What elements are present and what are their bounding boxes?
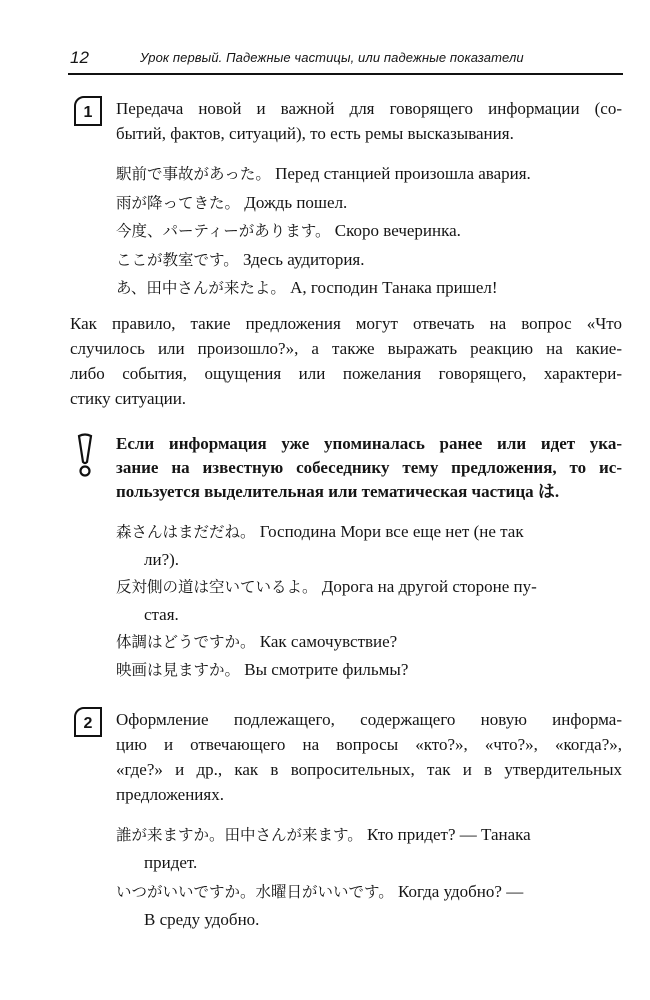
- example-japanese: 駅前で事故があった。: [116, 165, 271, 183]
- example-translation-continued: ли?).: [144, 550, 180, 569]
- example-line: [116, 573, 622, 628]
- example-japanese: 雨が降ってきた。: [116, 193, 241, 212]
- intro-line: Передача новой и важной для говорящего информации (со-: [116, 99, 622, 118]
- exclamation-icon: [75, 432, 95, 480]
- note-line: пользуется выделительная или тематическая частица は.: [116, 482, 560, 501]
- example-japanese: 体調はどうですか。: [116, 633, 256, 651]
- example-japanese: 森さんはまだだね。: [116, 523, 256, 541]
- paragraph-line: либо события, ощущения или пожелания говорящего, характери-: [70, 364, 622, 383]
- example-translation: Кто придет? — Танака: [367, 825, 531, 844]
- intro-line: предложениях.: [116, 785, 224, 804]
- example-japanese: 映画は見ますか。: [116, 661, 241, 679]
- page-header: [70, 46, 622, 72]
- example-translation-continued: стая.: [144, 605, 179, 624]
- example-translation: А, господин Танака пришел!: [290, 278, 498, 297]
- example-line: [116, 246, 622, 275]
- example-translation: Перед станцией произошла авария.: [275, 164, 531, 183]
- intro-line: цию и отвечающего на вопросы «кто?», «что?», «когда?»,: [116, 735, 622, 754]
- running-title: Урок первый. Падежные частицы, или падежные показатели: [140, 50, 524, 65]
- example-translation: Дорога на другой стороне пу-: [321, 577, 537, 596]
- example-translation: Господина Мори все еще нет (не так: [259, 522, 524, 541]
- example-japanese: 反対側の道は空いているよ。: [116, 578, 318, 596]
- intro-line: бытий, фактов, ситуаций), то есть ремы высказывания.: [116, 124, 514, 143]
- section-2-intro: [116, 707, 622, 807]
- example-line: [116, 656, 622, 684]
- section-number-2: 2: [74, 707, 102, 737]
- paragraph-line: стику ситуации.: [70, 389, 187, 408]
- example-translation: Скоро вечеринка.: [334, 221, 461, 240]
- example-translation: Дождь пошел.: [244, 192, 348, 212]
- example-line: [116, 189, 622, 218]
- intro-line: «где?» и др., как в вопросительных, так и в утвердительных: [116, 760, 622, 779]
- note-examples: [116, 518, 622, 684]
- intro-line: Оформление подлежащего, содержащего новую информа-: [116, 710, 622, 729]
- note-line: зание на известную собеседнику тему предложения, то ис-: [116, 458, 622, 477]
- section-2-examples: [116, 821, 622, 933]
- paragraph-line: случилось или произошло?», а также выражать реакцию на какие-: [70, 339, 622, 358]
- example-line: [116, 821, 622, 876]
- note-text: [116, 432, 622, 504]
- example-translation: Как самочувствие?: [259, 632, 398, 651]
- header-rule: [68, 73, 623, 75]
- page-number: 12: [70, 48, 89, 67]
- example-japanese: 誰が来ますか。田中さんが来ます。: [116, 826, 363, 844]
- explanation-paragraph: [70, 311, 622, 411]
- example-translation: Вы смотрите фильмы?: [244, 660, 409, 679]
- example-translation-continued: придет.: [144, 853, 198, 872]
- example-japanese: いつがいいですか。水曜日がいいです。: [116, 883, 394, 901]
- example-japanese: あ、田中さんが来たよ。: [116, 279, 286, 297]
- example-line: [116, 518, 622, 573]
- example-japanese: ここが教室です。: [116, 250, 239, 269]
- note-line: Если информация уже упоминалась ранее или идет ука-: [116, 434, 622, 453]
- section-number-1: 1: [74, 96, 102, 126]
- section-1-examples: [116, 160, 622, 303]
- example-line: [116, 628, 622, 656]
- example-translation: Когда удобно? —: [398, 882, 524, 901]
- section-1-intro: [116, 96, 622, 146]
- example-japanese: 今度、パーティーがあります。: [116, 222, 331, 240]
- example-line: [116, 878, 622, 933]
- example-translation-continued: В среду удобно.: [144, 910, 260, 929]
- example-line: [116, 217, 622, 246]
- example-line: [116, 160, 622, 189]
- example-line: [116, 274, 622, 303]
- paragraph-line: Как правило, такие предложения могут отвечать на вопрос «Что: [70, 314, 622, 333]
- example-translation: Здесь аудитория.: [243, 249, 365, 269]
